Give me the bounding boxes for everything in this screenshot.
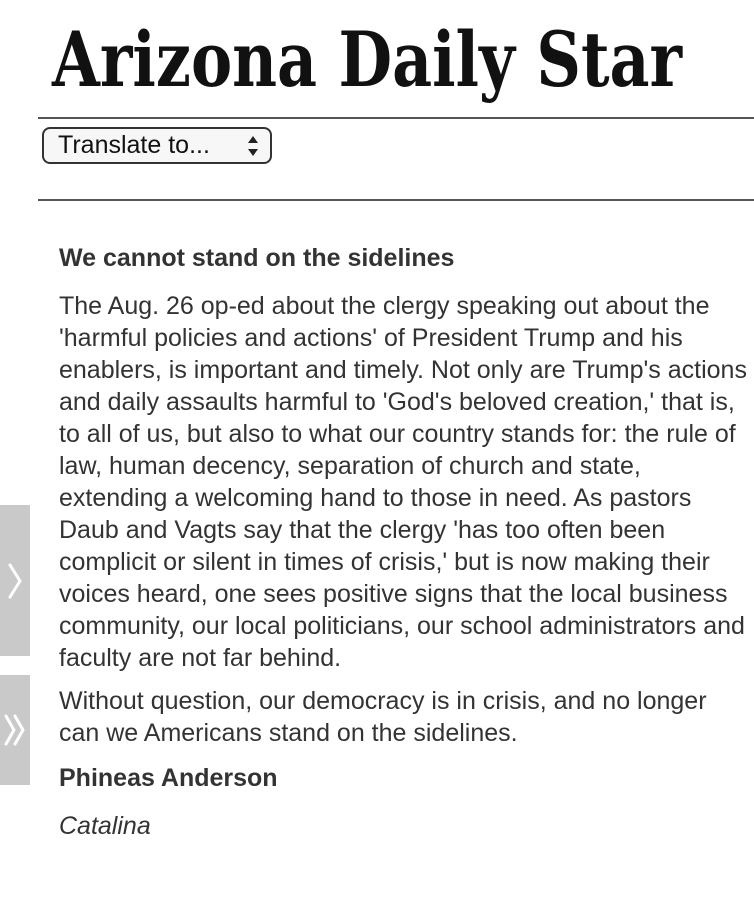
- masthead-logo[interactable]: [52, 8, 692, 108]
- side-tab-forward[interactable]: [0, 675, 30, 785]
- article-headline: We cannot stand on the sidelines: [59, 244, 455, 272]
- masthead-title: Arizona Daily Star: [51, 15, 683, 104]
- double-chevron-right-icon: [3, 710, 27, 750]
- header-divider-bottom: [38, 199, 754, 201]
- article-author: Phineas Anderson: [59, 764, 278, 792]
- article-paragraph: Without question, our democracy is in crisis, and no longer can we Americans stand on the sidelines.: [59, 687, 707, 747]
- updown-chevron-icon: [246, 133, 260, 159]
- chevron-right-icon: [7, 561, 23, 601]
- article-body: [59, 240, 749, 844]
- article-location: Catalina: [59, 812, 151, 840]
- side-tab-next[interactable]: [0, 505, 30, 656]
- masthead-logo-svg: [52, 8, 692, 108]
- article-paragraph: The Aug. 26 op-ed about the clergy speaking out about the 'harmful policies and actions' of President Trump and his enablers, is important and timely. Not only are Trump's actions and daily assaults harmful to 'God's beloved creation,' that is, to all of us, but also to what our country stands for: the rule of law, human decency, separation of church and state, extending a welcoming hand to those in need. As pastors Daub and Vagts say that the clergy 'has too often been complicit or silent in times of crisis,' but is now making their voices heard, one sees positive signs that the local business community, our local politicians, our school administrators and faculty are not far behind.: [59, 292, 747, 672]
- translate-select-label: Translate to...: [58, 131, 210, 159]
- header-divider-top: [38, 117, 754, 119]
- translate-select[interactable]: [42, 127, 272, 164]
